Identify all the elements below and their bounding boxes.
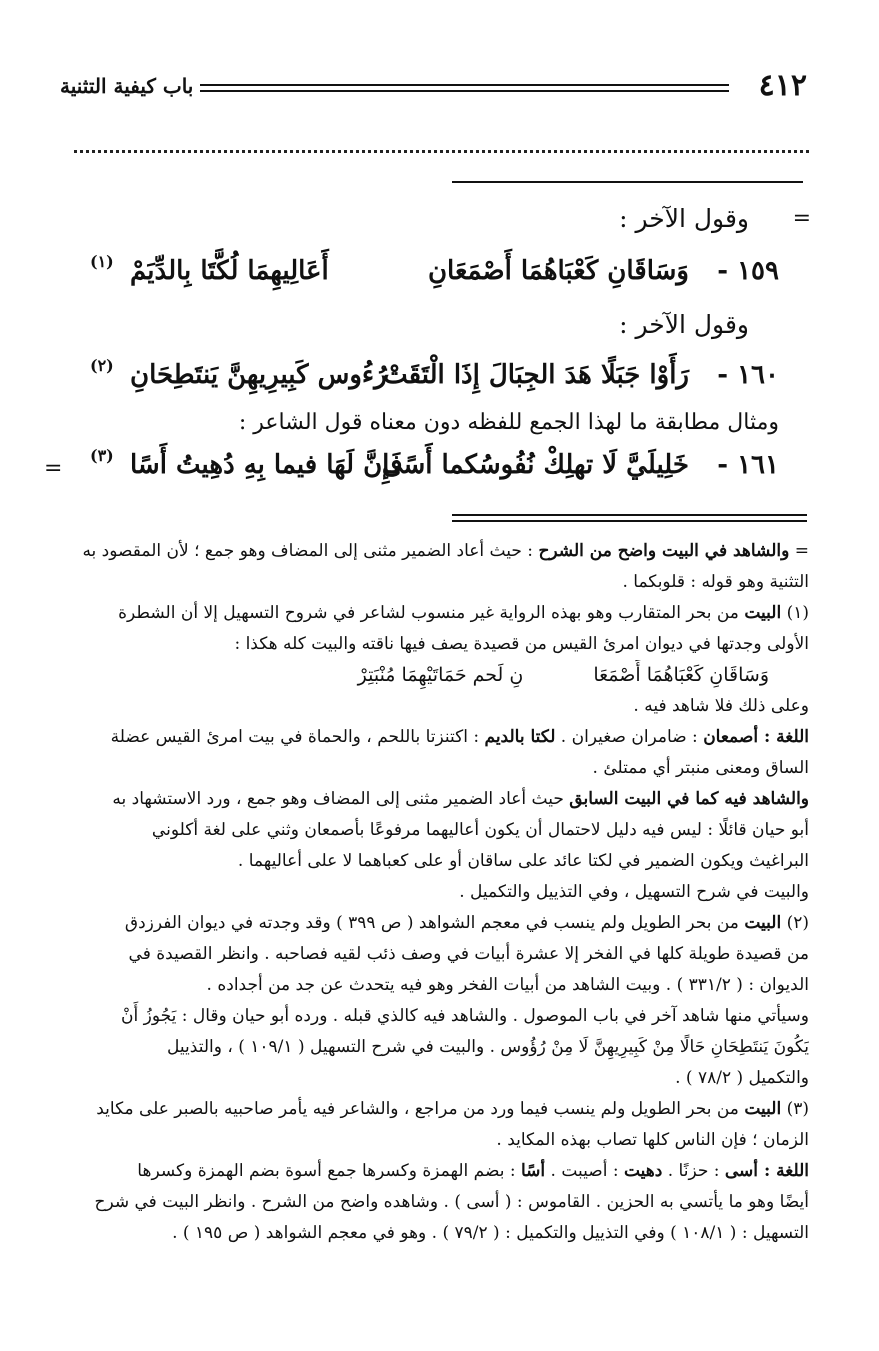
- continuation-mark-bottom: =: [44, 456, 63, 481]
- verse-number: ١٦٠ -: [717, 360, 779, 390]
- verse-number: ١٦١ -: [717, 450, 779, 480]
- intro-line-1: وقول الآخر :: [619, 204, 749, 233]
- poem-hemistich-1: وَسَاقَانِ كَعْبَاهُمَا أَصْمَعَا: [593, 664, 769, 686]
- footnote-line: (٣) البيت من بحر الطويل ولم ينسب فيما ورد من مراجع ، والشاعر فيه يأمر صاحبيه بالصبر على مكايد: [96, 1099, 809, 1119]
- verse-hemistich-1: وَسَاقَانِ كَعْبَاهُمَا أَصْمَعَانِ: [427, 256, 689, 286]
- header-rule: [200, 84, 729, 92]
- footnote-ref: (٢): [90, 356, 114, 375]
- continuation-mark-top: =: [792, 206, 811, 231]
- verse-hemistich-1: خَلِيلَيَّ لَا تهلِكْ نُفُوسُكما أَسًى: [381, 450, 689, 480]
- footnote-ref: (٣): [90, 446, 114, 465]
- footnote-line: الديوان : ( ٣٣١/٢ ) . وبيت الشاهد من أبيات الفخر وهو فيه يتحدث عن جد من أجداده .: [206, 975, 809, 995]
- verse-hemistich-1: رَأَوْا جَبَلًا هَدَ الجِبَالَ إِذَا الْتَقَتْ: [383, 360, 689, 390]
- chapter-title: باب كيفية التثنية: [60, 74, 194, 98]
- footnote-line: الساق ومعنى منبتر أي ممتلئ .: [592, 758, 809, 778]
- short-rule: [452, 181, 803, 183]
- footnote-line: وسيأتي منها شاهد آخر في باب الموصول . والشاهد فيه كالذي قبله . ورده أبو حيان وقال : يَجُوزُ أَنْ: [121, 1006, 809, 1026]
- footnote-line: أيضًا وهو ما يأتسي به الحزين . القاموس : ( أسى ) . وشاهده واضح من الشرح . وانظر البيت في شرح: [94, 1192, 809, 1212]
- intro-line-3: ومثال مطابقة ما لهذا الجمع للفظه دون معناه قول الشاعر :: [238, 410, 779, 435]
- footnote-line: يَكُونَ يَنتَطِحَانِ حَالًا مِنْ كَبِيرِيهِنَّ لَا مِنْ رُؤُوس . والبيت في شرح التسهيل ( ١٠٩/١ ) ، والتذييل: [167, 1037, 809, 1057]
- footnote-line: = والشاهد في البيت واضح من الشرح : حيث أعاد الضمير مثنى إلى المضاف وهو جمع ؛ لأن المقصود به: [82, 541, 809, 561]
- dotted-divider: [74, 150, 809, 159]
- footnote-line: والبيت في شرح التسهيل ، وفي التذييل والتكميل .: [459, 882, 809, 902]
- verse-160: [90, 356, 779, 404]
- verse-hemistich-2: أَعَالِيهِمَا لُكَّتَا بِالدِّيَمْ: [130, 256, 329, 286]
- verse-hemistich-2: فَإِنَّ لَهَا فيما بِهِ دُهِيتُ أَسًا: [130, 450, 403, 480]
- footnote-line: من قصيدة طويلة كلها في الفخر إلا عشرة أبيات في وصف ذئب لقيه فصاحبه . وانظر القصيدة في: [128, 944, 809, 964]
- footnote-line: (١) البيت من بحر المتقارب وهو بهذه الرواية غير منسوب لشاعر في شروح التسهيل إلا أن الشطرة: [118, 603, 809, 623]
- footnote-line: والتكميل ( ٧٨/٢ ) .: [675, 1068, 809, 1088]
- footnote-line: الزمان ؛ فإن الناس كلها تصاب بهذه المكايد .: [496, 1130, 809, 1150]
- footnote-line: التثنية وهو قوله : قلوبكما .: [622, 572, 809, 592]
- footnote-poem-line: [64, 660, 809, 691]
- footnote-line: البراغيث ويكون الضمير في لكتا عائد على ساقان أو على كعباهما لا على أعاليهما .: [237, 851, 809, 871]
- footnote-line: والشاهد فيه كما في البيت السابق حيث أعاد الضمير مثنى إلى المضاف وهو جمع ، ورد الاستشهاد به: [112, 789, 809, 809]
- footnote-line: اللغة : أسى : حزنًا . دهيت : أصيبت . أسًا : بضم الهمزة وكسرها جمع أسوة بضم الهمزة وكسرها: [137, 1161, 809, 1181]
- poem-hemistich-2: نِ لَحم حَمَاتَيْهِمَا مُنْبَتِرْ: [357, 664, 524, 686]
- verse-hemistich-2: رُءُوس كَبِيرِيهِنَّ يَنتَطِحَانِ: [130, 360, 387, 390]
- footnote-line: الأولى وجدتها في ديوان امرئ القيس من قصيدة يصف فيها ناقته والبيت كله هكذا :: [234, 634, 809, 654]
- footnote-line: أبو حيان قائلًا : ليس فيه دليل لاحتمال أن يكون أعاليهما مرفوعًا بأصمعان وثني على لغة أكلوني: [151, 820, 809, 840]
- footnote-line: اللغة : أصمعان : ضامران صغيران . لكتا بالديم : اكتنزتا باللحم ، والحماة في بيت امرئ القيس عضلة: [110, 727, 809, 747]
- verse-161: [90, 446, 779, 494]
- footnote-separator: [452, 514, 807, 522]
- footnote-line: التسهيل : ( ١٠٨/١ ) وفي التذييل والتكميل : ( ٧٩/٢ ) . وهو في معجم الشواهد ( ص ١٩٥ ) .: [172, 1223, 809, 1243]
- verse-159: [90, 252, 779, 300]
- footnotes: [64, 536, 809, 1249]
- verse-number: ١٥٩ -: [717, 256, 779, 286]
- footnote-line: (٢) البيت من بحر الطويل ولم ينسب في معجم الشواهد ( ص ٣٩٩ ) وقد وجدته في ديوان الفرزدق: [124, 913, 809, 933]
- footnote-line: وعلى ذلك فلا شاهد فيه .: [633, 696, 809, 716]
- intro-line-2: وقول الآخر :: [619, 310, 749, 339]
- page-number: ٤١٢: [758, 68, 807, 103]
- footnote-ref: (١): [90, 252, 114, 271]
